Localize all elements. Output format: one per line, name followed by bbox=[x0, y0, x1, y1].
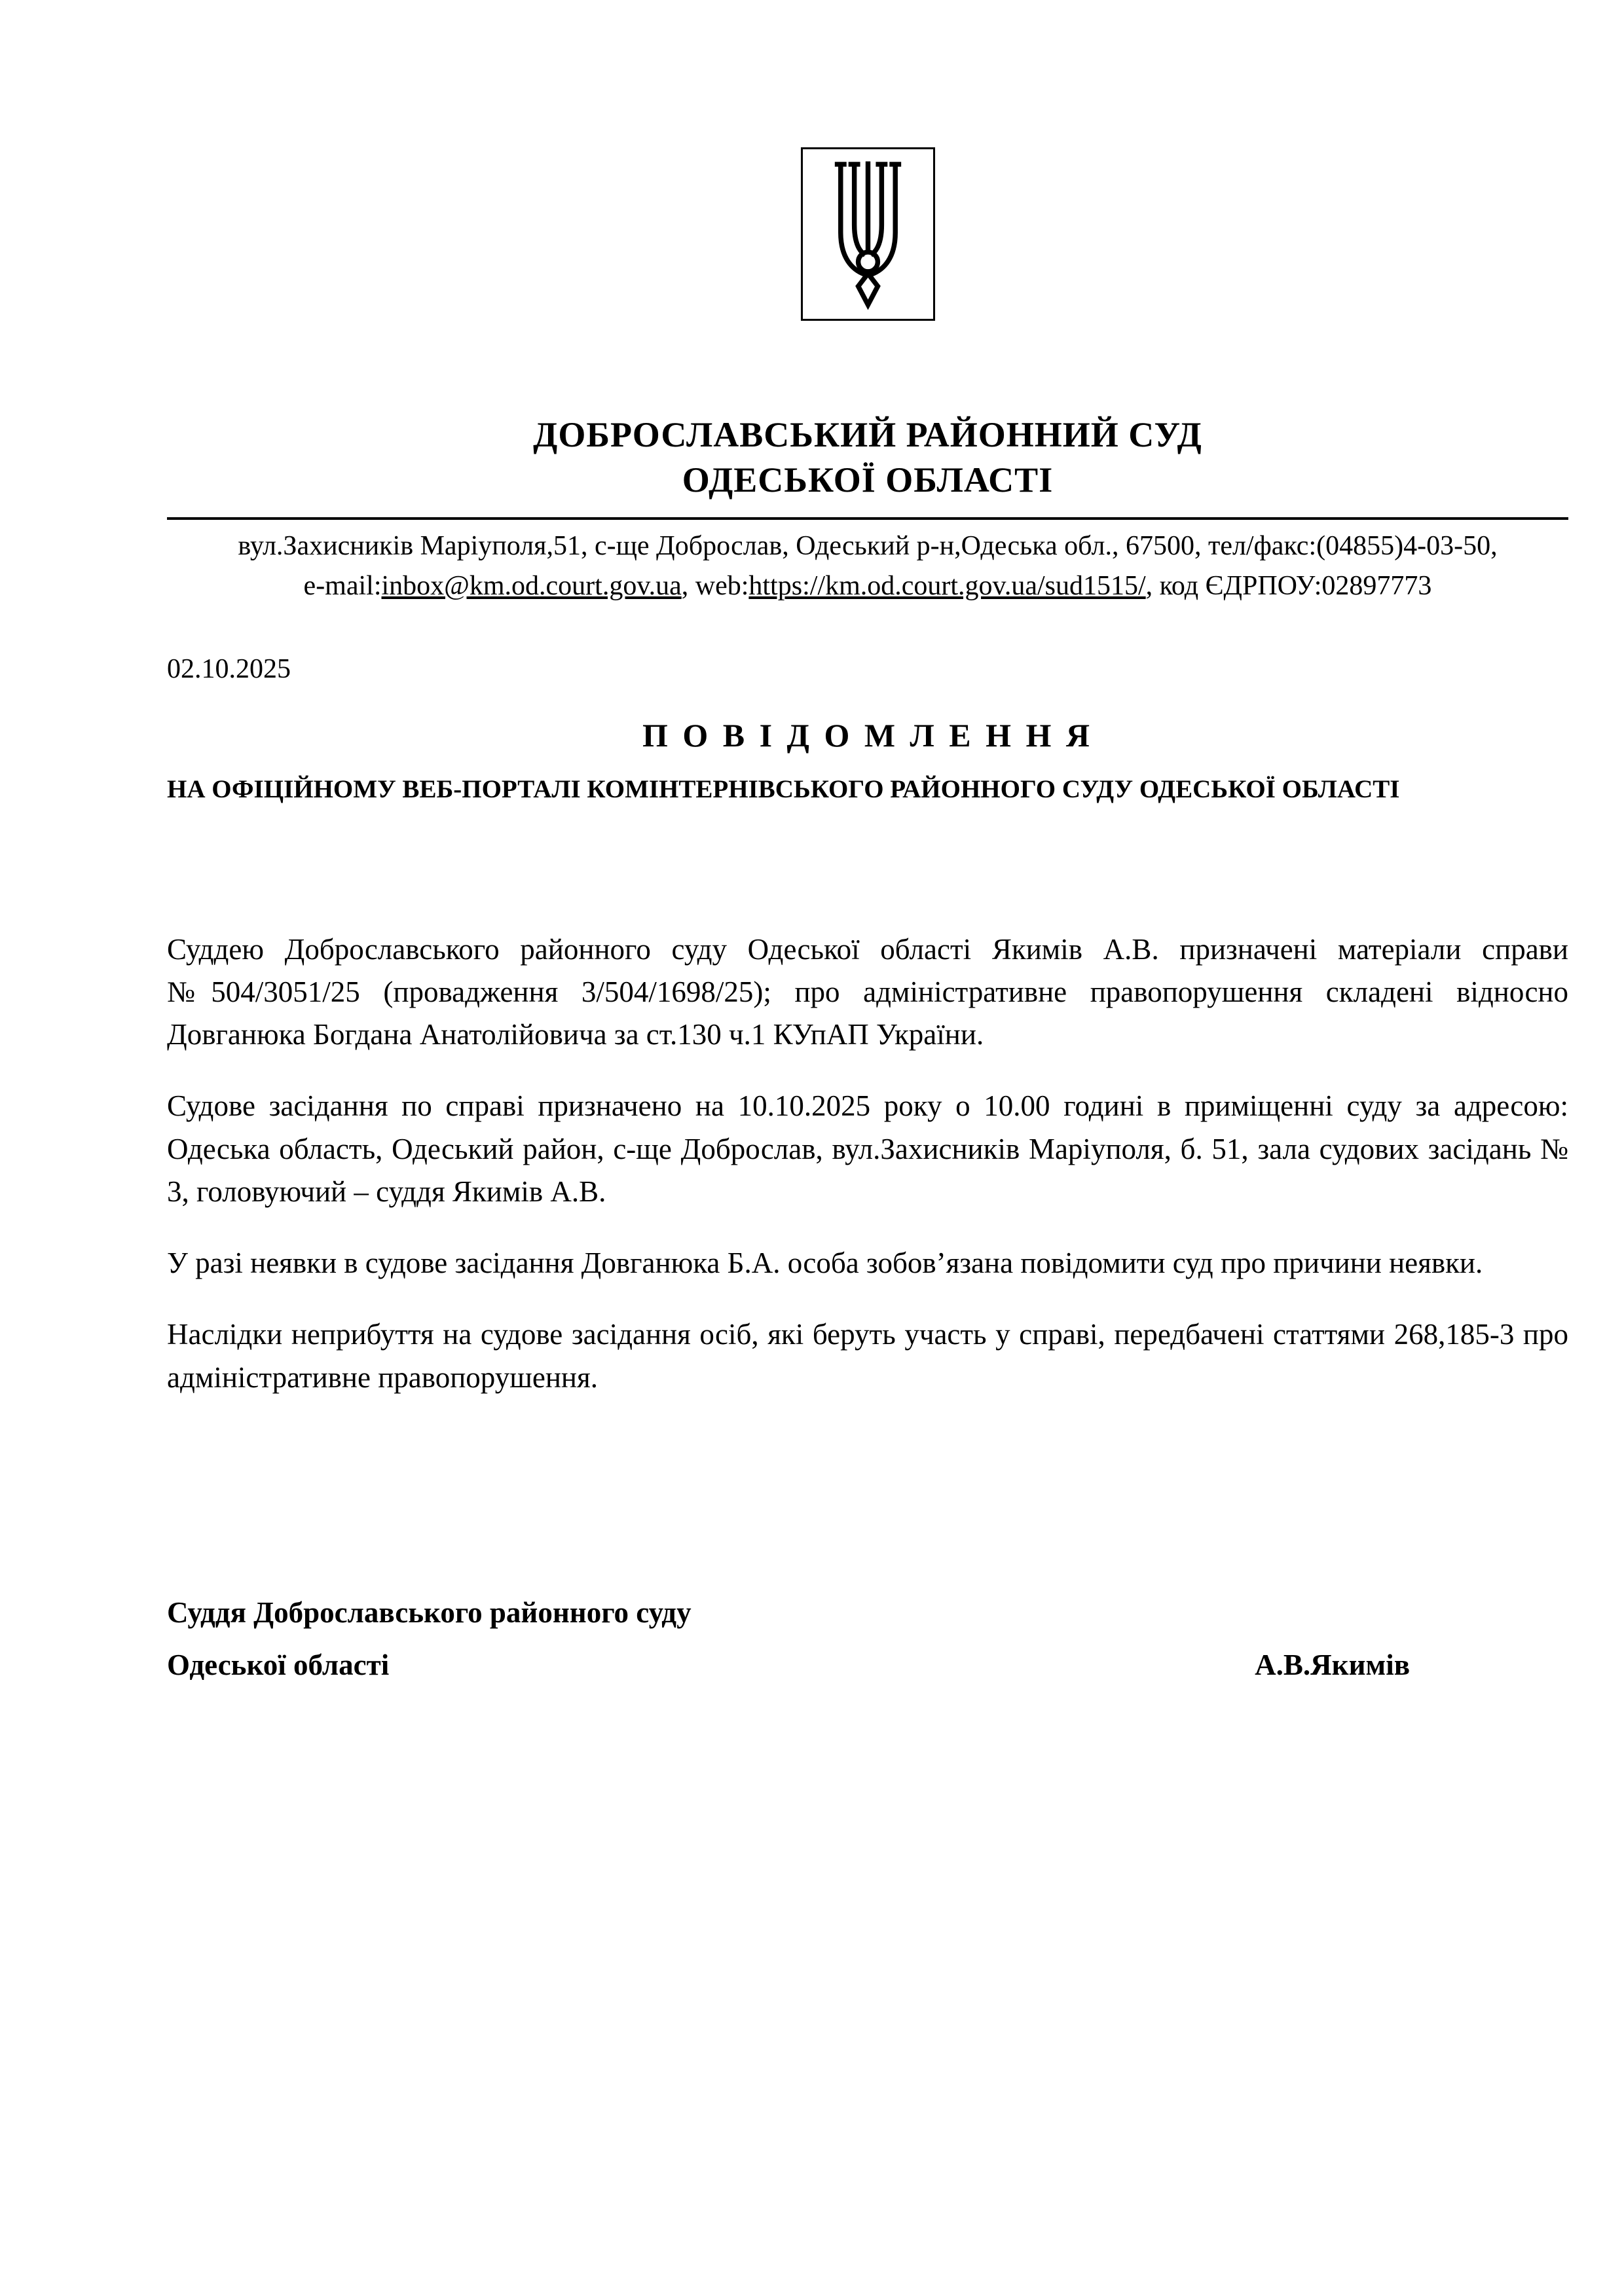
paragraph-consequences: Наслідки неприбуття на судове засідання осіб, які беруть участь у справі, передбачені статтями 268,185-3 про адміністративне правопорушення. bbox=[167, 1318, 1568, 1394]
paragraph-case-assignment: Суддею Доброславського районного суду Одеської області Якимів А.В. призначені матеріали справи №504/3051/25 (провадження 3/504/1698/25); про адміністративне правопорушення складені відносно Довганюка Богдана Анатолійовича за ст.130 ч.1 КУпАП України. bbox=[167, 932, 1568, 1051]
notice-body bbox=[167, 928, 1568, 1399]
notice-subtitle: НА ОФІЦІЙНОМУ ВЕБ-ПОРТАЛІ КОМІНТЕРНІВСЬКОГО РАЙОННОГО СУДУ ОДЕСЬКОЇ ОБЛАСТІ bbox=[167, 775, 1400, 803]
signature-block bbox=[167, 1595, 1568, 1682]
document-date: 02.10.2025 bbox=[167, 654, 291, 684]
signature-role-line1: Суддя Доброславського районного суду bbox=[167, 1595, 692, 1629]
edrpou-code: , код ЄДРПОУ:02897773 bbox=[1145, 571, 1432, 602]
court-name-line1: ДОБРОСЛАВСЬКИЙ РАЙОННИЙ СУД bbox=[533, 415, 1202, 454]
email-link[interactable]: inbox@km.od.court.gov.ua bbox=[381, 571, 682, 602]
paragraph-hearing-details: Судове засідання по справі призначено на 10.10.2025 року о 10.00 годині в приміщенні суду за адресою: Одеська область, Одеський район, с-ще Доброслав, вул.Захисників Маріуполя, б. 51, зала судових засідань № 3, головуючий – суддя Якимів А.В. bbox=[167, 1089, 1568, 1208]
court-contact-block bbox=[167, 517, 1568, 606]
signature-row bbox=[167, 1648, 1568, 1682]
email-label: e-mail: bbox=[303, 571, 382, 602]
ukraine-trident-icon bbox=[809, 158, 927, 310]
emblem-container bbox=[167, 147, 1568, 321]
web-link[interactable]: https://km.od.court.gov.ua/sud1515/ bbox=[748, 571, 1146, 602]
signature-role-line2: Одеської області bbox=[167, 1648, 390, 1681]
court-name-line2: ОДЕСЬКОЇ ОБЛАСТІ bbox=[682, 460, 1054, 500]
contact-line bbox=[167, 566, 1568, 606]
paragraph-absence-notice: У разі неявки в судове засідання Довганюка Б.А. особа зобов’язана повідомити суд про причини неявки. bbox=[167, 1247, 1483, 1280]
court-name-block bbox=[167, 412, 1568, 503]
web-label: , web: bbox=[681, 571, 749, 602]
address-line: вул.Захисників Маріуполя,51, с-ще Доброслав, Одеський р-н,Одеська обл., 67500, тел/факс:(04855)4-03-50, bbox=[238, 531, 1498, 562]
coat-of-arms-frame bbox=[801, 147, 935, 321]
judge-name: А.В.Якимів bbox=[1255, 1648, 1410, 1681]
notice-title: П О В І Д О М Л Е Н Н Я bbox=[642, 717, 1094, 754]
